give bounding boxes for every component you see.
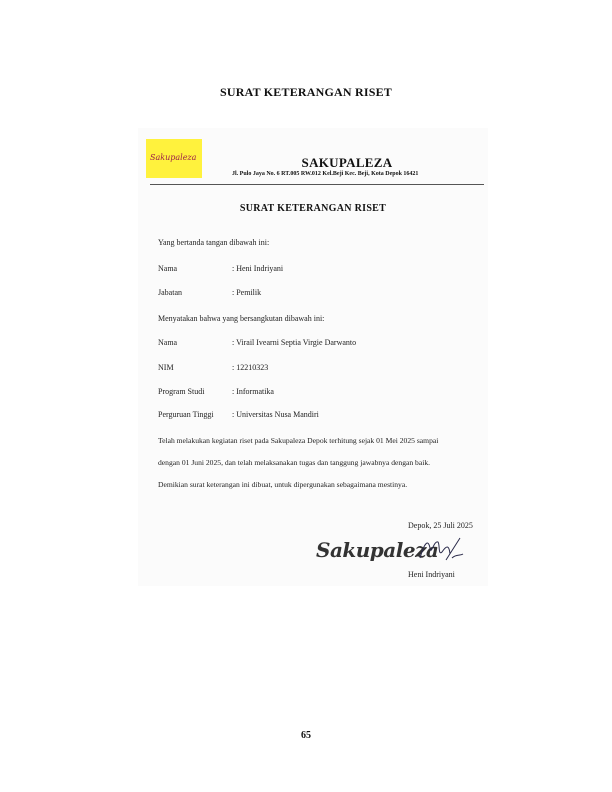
student-nim-label: NIM <box>158 363 174 372</box>
statement-line: Menyatakan bahwa yang bersangkutan dibawah ini: <box>158 314 325 323</box>
letter-title: SURAT KETERANGAN RISET <box>239 203 387 214</box>
stamp-logo: Sakupaleza <box>316 538 439 562</box>
header-rule <box>150 184 484 185</box>
signer-position-value: : Pemilik <box>232 288 262 297</box>
study-program-value: : Informatika <box>232 387 274 396</box>
body-line-2: dengan 01 Juni 2025, dan telah melaksanakan tugas dan tanggung jawabnya dengan baik. <box>158 458 431 467</box>
student-name-label: Nama <box>158 338 178 347</box>
place-date: Depok, 25 Juli 2025 <box>408 521 473 530</box>
student-nim-value: : 12210323 <box>232 363 269 372</box>
body-line-1: Telah melakukan kegiatan riset pada Sakupaleza Depok terhitung sejak 01 Mei 2025 sampai <box>158 436 439 445</box>
signer-position-label: Jabatan <box>158 288 182 297</box>
signer-name-label: Nama <box>158 264 178 273</box>
student-name-value: : Virail Ivearni Septia Virgie Darwanto <box>232 338 357 347</box>
logo-text: Sakupaleza <box>150 153 197 162</box>
page-heading: SURAT KETERANGAN RISET <box>220 85 392 99</box>
page-number: 65 <box>301 730 311 741</box>
scanned-letter <box>138 128 488 586</box>
handwritten-signature <box>416 534 466 568</box>
university-value: : Universitas Nusa Mandiri <box>232 410 319 419</box>
university-label: Perguruan Tinggi <box>158 410 214 419</box>
org-name: SAKUPALEZA <box>301 155 393 170</box>
intro-line: Yang bertanda tangan dibawah ini: <box>158 238 270 247</box>
signer-name-value: : Heni Indriyani <box>232 264 284 273</box>
study-program-label: Program Studi <box>158 387 205 396</box>
closing-line: Demikian surat keterangan ini dibuat, untuk dipergunakan sebagaimana mestinya. <box>158 480 408 489</box>
company-logo <box>146 139 202 178</box>
signer-name: Heni Indriyani <box>408 570 455 579</box>
org-address: Jl. Pulo Jaya No. 6 RT.005 RW.012 Kel.Beji Kec. Beji, Kota Depok 16421 <box>232 171 419 177</box>
